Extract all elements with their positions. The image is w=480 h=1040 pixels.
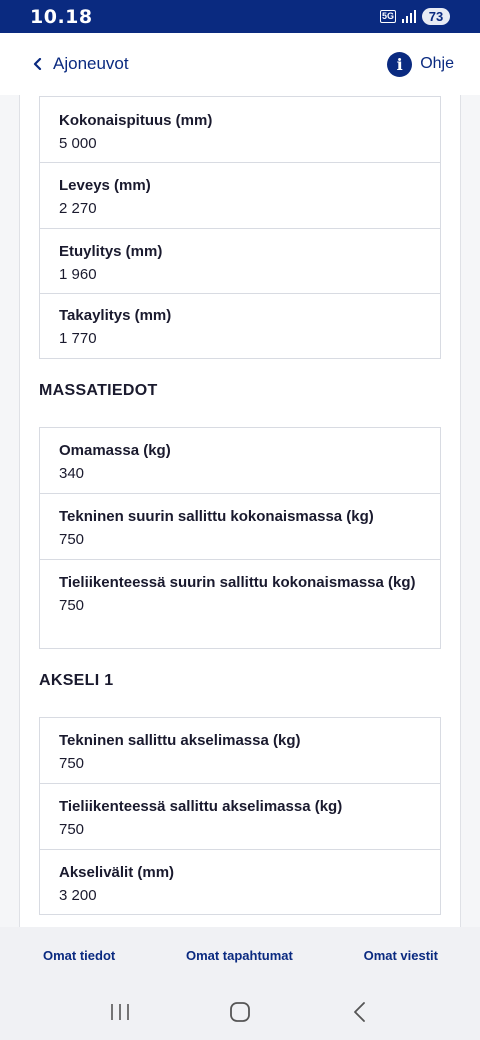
back-button[interactable] — [32, 54, 129, 74]
list-item — [40, 718, 440, 784]
row-label: Tekninen sallittu akselimassa (kg) — [59, 732, 301, 749]
row-value: 5 000 — [59, 135, 97, 152]
help-button[interactable] — [387, 52, 454, 77]
row-label: Akselivälit (mm) — [59, 864, 175, 881]
recent-apps-button[interactable] — [100, 992, 140, 1032]
vehicle-details-content[interactable] — [0, 95, 480, 927]
row-label: Etuylitys (mm) — [59, 243, 163, 260]
battery-icon: 73 — [422, 8, 450, 25]
system-back-button[interactable] — [340, 992, 380, 1032]
row-value: 340 — [59, 465, 85, 482]
list-item — [40, 784, 440, 850]
row-label: Tekninen suurin sallittu kokonaismassa (kg) — [59, 508, 374, 525]
row-label: Tieliikenteessä sallittu akselimassa (kg) — [59, 798, 343, 815]
row-label: Takaylitys (mm) — [59, 307, 172, 324]
row-label: Leveys (mm) — [59, 177, 151, 194]
row-value: 2 270 — [59, 200, 97, 217]
home-icon — [229, 1001, 251, 1023]
list-item — [40, 560, 440, 648]
row-value: 750 — [59, 597, 85, 614]
list-item — [40, 850, 440, 914]
row-value: 1 770 — [59, 330, 97, 347]
back-label: Ajoneuvot — [53, 54, 129, 73]
list-item — [40, 428, 440, 494]
dimensions-card — [39, 96, 441, 359]
signal-icon — [402, 10, 416, 23]
row-label: Tieliikenteessä suurin sallittu kokonaismassa (kg) — [59, 574, 416, 591]
list-item — [40, 97, 440, 163]
nav-omat-viestit[interactable]: Omat viestit — [363, 947, 438, 963]
list-item — [40, 229, 440, 294]
list-item — [40, 294, 440, 358]
back-arrow-icon — [352, 1001, 368, 1023]
list-item — [40, 163, 440, 229]
network-type-icon: 5G — [381, 11, 394, 21]
status-indicators — [380, 8, 450, 25]
info-icon: i — [387, 52, 412, 77]
home-button[interactable] — [220, 992, 260, 1032]
row-value: 3 200 — [59, 887, 97, 904]
section-title-axle: AKSELI 1 — [39, 672, 114, 689]
system-navigation-bar — [0, 983, 480, 1040]
status-time: 10.18 — [30, 5, 93, 28]
mass-card — [39, 427, 441, 649]
row-value: 1 960 — [59, 266, 97, 283]
recent-apps-icon — [109, 1002, 131, 1022]
section-title-mass: MASSATIEDOT — [39, 382, 158, 399]
top-app-bar — [0, 33, 480, 95]
nav-omat-tiedot[interactable]: Omat tiedot — [43, 947, 116, 963]
row-label: Omamassa (kg) — [59, 442, 171, 459]
bottom-navigation — [0, 927, 480, 983]
row-value: 750 — [59, 755, 85, 772]
row-label: Kokonaispituus (mm) — [59, 112, 213, 129]
chevron-left-icon — [32, 58, 44, 70]
list-item — [40, 494, 440, 560]
axle-card — [39, 717, 441, 915]
nav-omat-tapahtumat[interactable]: Omat tapahtumat — [185, 947, 293, 963]
help-label: Ohje — [420, 55, 454, 72]
row-value: 750 — [59, 531, 85, 548]
status-bar — [0, 0, 480, 33]
row-value: 750 — [59, 821, 85, 838]
